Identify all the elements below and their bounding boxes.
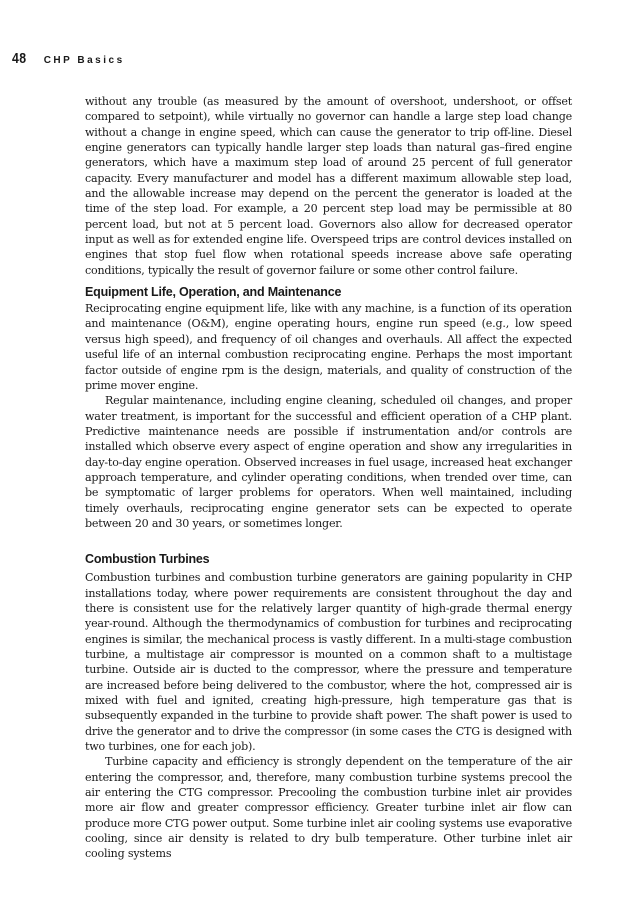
running-title: CHP Basics: [43, 55, 125, 66]
turbines-paragraph-2: Turbine capacity and efficiency is strongly dependent on the temperature of the air entering the compressor, and, therefore, many combustion turbine systems precool the air entering the CTG compressor. Precooling the combustion turbine inlet air provides more air flow and greater compressor efficiency. Greater turbine inlet air flow can produce more CTG power output. Some turbine inlet air cooling systems use evaporative cooling, since air density is related to dry bulb temperature. Other turbine inlet air cooling systems: [85, 755, 572, 861]
equipment-paragraph-1: Reciprocating engine equipment life, like with any machine, is a function of its operation and maintenance (O&M), engine operating hours, engine run speed (e.g., low speed versus high speed), and frequency of oil changes and overhauls. All affect the expected useful life of an internal combustion reciprocating engine. Perhaps the most important factor outside of engine rpm is the design, materials, and quality of construction of the prime mover engine.: [85, 302, 572, 392]
page-number: 48: [12, 50, 27, 67]
page-header: [12, 50, 125, 67]
intro-paragraph: without any trouble (as measured by the amount of overshoot, undershoot, or offset compared to setpoint), while virtually no governor can handle a large step load change without a change in engine speed, which can cause the generator to trip off-line. Diesel engine generators can typically handle larger step loads than natural gas–fired engine generators, which have a maximum step load of around 25 percent of full generator capacity. Every manufacturer and model has a different maximum allowable step load, and the allowable increase may depend on the percent the generator is loaded at the time of the step load. For example, a 20 percent step load may be permissible at 80 percent load, but not at 5 percent load. Governors also allow for decreased operator input as well as for extended engine life. Overspeed trips are control devices installed on engines that stop fuel flow when rotational speeds increase above safe operating conditions, typically the result of governor failure or some other control failure.: [85, 95, 572, 277]
page-body: [85, 94, 572, 862]
turbines-paragraph-1: Combustion turbines and combustion turbine generators are gaining popularity in CHP installations today, where power requirements are consistent throughout the day and there is consistent use for the relatively larger quantity of high-grade thermal energy year-round. Although the thermodynamics of combustion for turbines and reciprocating engines is similar, the mechanical process is vastly different. In a multi-stage combustion turbine, a multistage air compressor is mounted on a common shaft to a multistage turbine. Outside air is ducted to the compressor, where the pressure and temperature are increased before being delivered to the combustor, where the hot, compressed air is mixed with fuel and ignited, creating high-pressure, high temperature gas that is subsequently expanded in the turbine to provide shaft power. The shaft power is used to drive the generator and to drive the compressor (in some cases the CTG is designed with two turbines, one for each job).: [85, 571, 572, 754]
equipment-life-heading: Equipment Life, Operation, and Maintenance: [85, 285, 342, 300]
equipment-paragraph-2: Regular maintenance, including engine cleaning, scheduled oil changes, and proper water treatment, is important for the successful and efficient operation of a CHP plant. Predictive maintenance needs are possible if instrumentation and/or controls are installed which observe every aspect of engine operation and show any irregularities in day-to-day engine operation. Observed increases in fuel usage, increased heat exchanger approach temperature, and cylinder operating conditions, when trended over time, can be symptomatic of larger problems for operators. When well maintained, including timely overhauls, reciprocating engine generator sets can be expected to operate between 20 and 30 years, or sometimes longer.: [85, 394, 572, 530]
combustion-turbines-heading: Combustion Turbines: [85, 552, 210, 567]
